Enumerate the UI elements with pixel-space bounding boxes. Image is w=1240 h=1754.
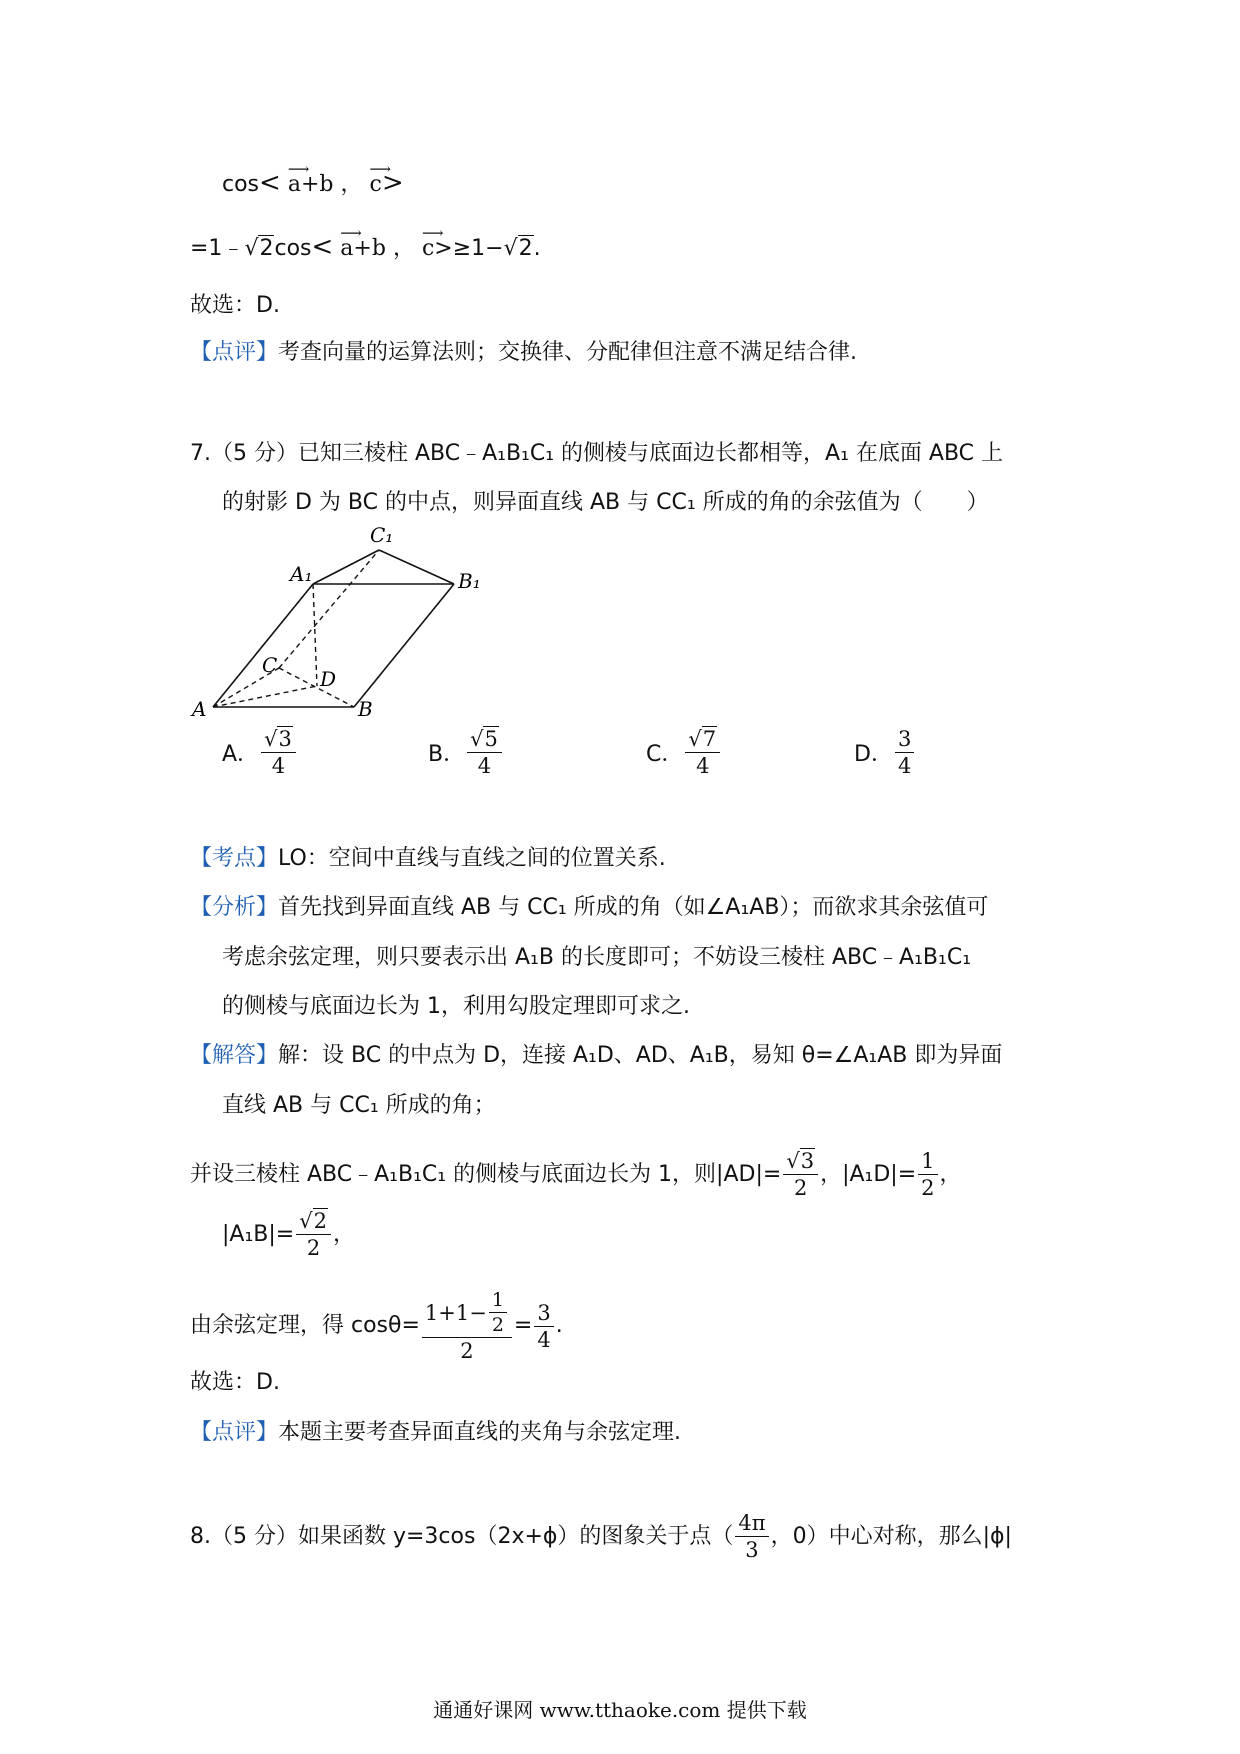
a1b-fraction: $\frac{√2}{2}$ bbox=[296, 1210, 331, 1259]
edge-C1-B1 bbox=[379, 550, 454, 584]
sqrt-icon: √ bbox=[503, 236, 518, 261]
option-fraction: $\frac{√3}{4}$ bbox=[261, 728, 296, 777]
comma: ， bbox=[340, 172, 363, 197]
radicand: 2 bbox=[518, 236, 533, 261]
q7-fenxi-line1 bbox=[190, 893, 988, 923]
q8-suffix: ，0）中心对称，那么|ϕ| bbox=[770, 1523, 1012, 1549]
angle-close: > bbox=[381, 168, 404, 198]
option-letter: A． bbox=[222, 742, 260, 767]
q7-jieda-line1 bbox=[190, 1041, 1002, 1071]
comma: ， bbox=[333, 1221, 356, 1247]
q7-solve-line3 bbox=[190, 1150, 962, 1199]
label-B: B bbox=[358, 697, 373, 721]
label-A1: A₁ bbox=[290, 562, 313, 586]
page-footer: 通通好课网 www.tthaoke.com 提供下载 bbox=[433, 1698, 807, 1722]
edge-A-D bbox=[213, 686, 317, 707]
inequality-text: >≥1− bbox=[434, 236, 504, 261]
ad-fraction: $\frac{√3}{2}$ bbox=[783, 1150, 818, 1199]
comment-tag: 【点评】 bbox=[190, 340, 279, 365]
label-C: C bbox=[262, 653, 278, 677]
q7-fenxi-line3: 的侧棱与底面边长为 1，利用勾股定理即可求之. bbox=[222, 994, 690, 1019]
option-letter: B． bbox=[428, 742, 466, 767]
solve-text: 并设三棱柱 ABC﹣A₁B₁C₁ 的侧棱与底面边长为 1，则|AD|= bbox=[190, 1161, 782, 1187]
label-A: A bbox=[192, 697, 207, 721]
q8-stem bbox=[190, 1512, 1012, 1561]
q7-fenxi-line2: 考虑余弦定理，则只要表示出 A₁B 的长度即可；不妨设三棱柱 ABC﹣A₁B₁C₁ bbox=[222, 945, 972, 970]
option-fraction: $\frac{√5}{4}$ bbox=[467, 728, 502, 777]
q7-cos-line bbox=[190, 1290, 563, 1362]
comma: ， bbox=[939, 1161, 962, 1187]
cos-text: cos bbox=[222, 172, 260, 197]
comment-text: 本题主要考查异面直线的夹角与余弦定理. bbox=[278, 1420, 682, 1445]
equals: = bbox=[513, 1313, 533, 1338]
a1b-label: |A₁B|= bbox=[222, 1221, 295, 1247]
fenxi-tag: 【分析】 bbox=[190, 895, 279, 920]
q8-prefix: 8.（5 分）如果函数 y=3cos（2x+ϕ）的图象关于点（ bbox=[190, 1523, 734, 1549]
label-C1: C₁ bbox=[370, 526, 394, 547]
kaodian-tag: 【考点】 bbox=[190, 846, 279, 871]
vector-a-plus-b: ⟶ a+b bbox=[288, 170, 334, 200]
vector-a-plus-b: ⟶ a+b bbox=[340, 234, 386, 264]
option-c[interactable] bbox=[646, 728, 722, 777]
q7-kaodian bbox=[190, 844, 666, 874]
q6-comment bbox=[190, 338, 857, 368]
q7-stem-line2: 的射影 D 为 BC 的中点，则异面直线 AB 与 CC₁ 所成的角的余弦值为（ ） bbox=[222, 490, 989, 515]
option-a[interactable] bbox=[222, 728, 298, 777]
vector-c: ⟶ c bbox=[422, 234, 434, 264]
comma: ， bbox=[392, 236, 415, 261]
cos-fraction: 1+1− $\frac{1}{2}$ 2 bbox=[422, 1290, 512, 1362]
prefix-text: =1﹣ bbox=[190, 236, 245, 261]
option-letter: C． bbox=[646, 742, 684, 767]
q6-choice: 故选：D. bbox=[190, 293, 280, 318]
q7-solve-line4 bbox=[222, 1210, 355, 1259]
period: . bbox=[555, 1313, 563, 1338]
comment-text: 考查向量的运算法则；交换律、分配律但注意不满足结合律. bbox=[278, 340, 858, 365]
kaodian-text: LO：空间中直线与直线之间的位置关系. bbox=[278, 846, 666, 871]
a1d-label: ，|A₁D|= bbox=[820, 1161, 917, 1187]
cos-result: $\frac{3}{4}$ bbox=[534, 1302, 553, 1351]
label-D: D bbox=[320, 667, 337, 691]
angle-open: < bbox=[259, 168, 281, 198]
comment-tag: 【点评】 bbox=[190, 1420, 279, 1445]
fenxi-text: 首先找到异面直线 AB 与 CC₁ 所成的角（如∠A₁AB）；而欲求其余弦值可 bbox=[278, 895, 989, 920]
option-b[interactable] bbox=[428, 728, 504, 777]
option-d[interactable] bbox=[854, 728, 916, 777]
a1d-fraction: $\frac{1}{2}$ bbox=[918, 1150, 937, 1199]
cos-prefix: 由余弦定理，得 cosθ= bbox=[190, 1313, 420, 1338]
label-B1: B₁ bbox=[458, 569, 481, 593]
option-fraction: $\frac{√7}{4}$ bbox=[685, 728, 720, 777]
jieda-tag: 【解答】 bbox=[190, 1043, 279, 1068]
sqrt-icon: √ bbox=[244, 236, 259, 261]
option-fraction: $\frac{3}{4}$ bbox=[895, 728, 914, 777]
prism-figure bbox=[186, 526, 486, 726]
edge-C-B bbox=[279, 668, 354, 707]
option-letter: D． bbox=[854, 742, 893, 767]
edge-A1-D bbox=[313, 584, 317, 686]
formula-line-1 bbox=[222, 168, 404, 200]
jieda-text: 解：设 BC 的中点为 D，连接 A₁D、AD、A₁B，易知 θ=∠A₁AB 即为异面 bbox=[278, 1043, 1003, 1068]
q7-jieda-line2: 直线 AB 与 CC₁ 所成的角； bbox=[222, 1093, 496, 1118]
q7-stem-line1: 7.（5 分）已知三棱柱 ABC﹣A₁B₁C₁ 的侧棱与底面边长都相等，A₁ 在底面 ABC 上 bbox=[190, 441, 1004, 466]
edge-B-B1 bbox=[354, 584, 454, 707]
q8-fraction: $\frac{4\pi}{3}$ bbox=[735, 1512, 768, 1561]
q7-choice: 故选：D. bbox=[190, 1370, 280, 1395]
period: . bbox=[533, 236, 541, 261]
cos-text: cos bbox=[274, 236, 312, 261]
radicand: 2 bbox=[259, 236, 274, 261]
vector-c: ⟶ c bbox=[369, 170, 381, 200]
formula-line-2: =1﹣√2cos< ⟶ a+b ， ⟶ c>≥1−√2. bbox=[190, 232, 541, 264]
edge-A1-C1 bbox=[313, 550, 379, 584]
q7-comment bbox=[190, 1418, 681, 1448]
